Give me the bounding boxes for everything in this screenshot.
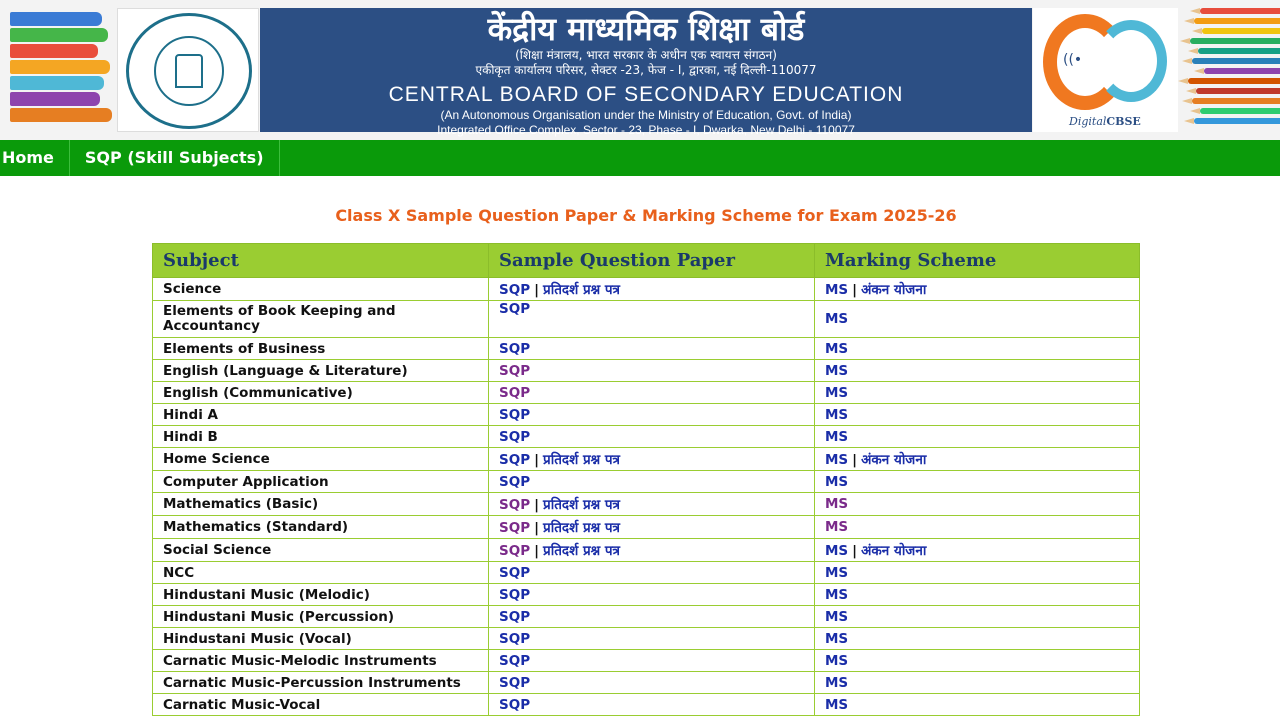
subject-cell: English (Language & Literature) — [153, 360, 489, 382]
header-banner — [0, 0, 1280, 140]
sqp-cell — [489, 694, 815, 716]
subject-cell: Elements of Book Keeping and Accountancy — [153, 301, 489, 338]
table-row — [153, 404, 1140, 426]
ms-link[interactable]: MS — [825, 586, 849, 603]
link-separator: | — [534, 520, 540, 536]
header-title-panel — [260, 8, 1032, 137]
subject-cell: Science — [153, 278, 489, 301]
sqp-cell — [489, 650, 815, 672]
table-row — [153, 606, 1140, 628]
ms-hindi-link[interactable]: अंकन योजना — [861, 452, 927, 468]
table-row — [153, 672, 1140, 694]
table-row — [153, 539, 1140, 562]
ms-cell — [815, 471, 1140, 493]
ms-cell — [815, 493, 1140, 516]
table-row — [153, 516, 1140, 539]
sqp-cell — [489, 471, 815, 493]
sqp-link[interactable]: SQP — [499, 520, 531, 536]
sqp-link[interactable]: SQP — [499, 608, 531, 625]
ms-link[interactable]: MS — [825, 428, 849, 445]
sqp-link[interactable]: SQP — [499, 564, 531, 581]
sqp-link[interactable]: SQP — [499, 497, 531, 513]
ms-cell — [815, 628, 1140, 650]
subject-cell: Home Science — [153, 448, 489, 471]
sqp-cell — [489, 382, 815, 404]
table-row — [153, 382, 1140, 404]
table-row — [153, 278, 1140, 301]
sqp-cell — [489, 606, 815, 628]
ms-link[interactable]: MS — [825, 519, 849, 535]
table-row — [153, 628, 1140, 650]
sqp-hindi-link[interactable]: प्रतिदर्श प्रश्न पत्र — [543, 282, 620, 298]
link-separator: | — [534, 452, 540, 468]
ms-cell — [815, 650, 1140, 672]
sqp-table — [152, 243, 1140, 716]
ms-link[interactable]: MS — [825, 652, 849, 669]
sqp-cell — [489, 672, 815, 694]
link-separator: | — [852, 282, 858, 298]
ms-link[interactable]: MS — [825, 496, 849, 512]
ms-link[interactable]: MS — [825, 543, 849, 559]
ms-link[interactable]: MS — [825, 406, 849, 423]
table-row — [153, 650, 1140, 672]
ms-cell — [815, 426, 1140, 448]
sqp-link[interactable]: SQP — [499, 630, 531, 647]
table-row — [153, 694, 1140, 716]
digital-cbse-label: DigitalCBSE — [1069, 115, 1141, 128]
ms-link[interactable]: MS — [825, 340, 849, 357]
ms-hindi-link[interactable]: अंकन योजना — [861, 543, 927, 559]
ms-cell — [815, 301, 1140, 338]
ms-hindi-link[interactable]: अंकन योजना — [861, 282, 927, 298]
ms-cell — [815, 382, 1140, 404]
sqp-link[interactable]: SQP — [499, 384, 531, 401]
ms-link[interactable]: MS — [825, 473, 849, 490]
sqp-cell — [489, 493, 815, 516]
sqp-link[interactable]: SQP — [499, 696, 531, 713]
sqp-link[interactable]: SQP — [499, 301, 531, 317]
sqp-link[interactable]: SQP — [499, 362, 531, 379]
hindi-address: एकीकृत कार्यालय परिसर, सेक्टर -23, फेज - I, द्वारका, नई दिल्ली-110077 — [475, 63, 817, 77]
sqp-cell — [489, 562, 815, 584]
subject-cell: English (Communicative) — [153, 382, 489, 404]
link-separator: | — [534, 497, 540, 513]
ms-cell — [815, 584, 1140, 606]
sqp-link[interactable]: SQP — [499, 340, 531, 357]
english-address: Integrated Office Complex, Sector - 23, Phase - I, Dwarka, New Delhi - 110077 — [437, 123, 855, 137]
table-row — [153, 471, 1140, 493]
english-subtitle: (An Autonomous Organisation under the Ministry of Education, Govt. of India) — [440, 108, 852, 122]
sqp-hindi-link[interactable]: प्रतिदर्श प्रश्न पत्र — [543, 520, 620, 536]
header-sqp: Sample Question Paper — [489, 244, 815, 278]
table-row — [153, 493, 1140, 516]
table-row — [153, 448, 1140, 471]
ms-cell — [815, 539, 1140, 562]
ms-link[interactable]: MS — [825, 282, 849, 298]
sqp-cell — [489, 360, 815, 382]
sqp-link[interactable]: SQP — [499, 674, 531, 691]
subject-cell: Computer Application — [153, 471, 489, 493]
link-separator: | — [852, 543, 858, 559]
ms-link[interactable]: MS — [825, 311, 849, 327]
digital-cbse-logo[interactable] — [1033, 8, 1178, 132]
hindi-title: केंद्रीय माध्यमिक शिक्षा बोर्ड — [487, 10, 805, 48]
link-separator: | — [852, 452, 858, 468]
sqp-cell — [489, 628, 815, 650]
sqp-cell — [489, 338, 815, 360]
sqp-cell — [489, 448, 815, 471]
page-title: Class X Sample Question Paper & Marking Scheme for Exam 2025-26 — [335, 206, 957, 225]
sqp-cell — [489, 278, 815, 301]
subject-cell: Hindi B — [153, 426, 489, 448]
subject-cell: Carnatic Music-Vocal — [153, 694, 489, 716]
seal-emblem — [126, 13, 252, 129]
sqp-cell — [489, 539, 815, 562]
ms-link[interactable]: MS — [825, 362, 849, 379]
subject-cell: Carnatic Music-Melodic Instruments — [153, 650, 489, 672]
wifi-icon: ((• — [1063, 52, 1083, 68]
link-separator: | — [534, 282, 540, 298]
main-nav — [0, 140, 1280, 176]
table-row — [153, 562, 1140, 584]
ms-link[interactable]: MS — [825, 384, 849, 401]
sqp-cell — [489, 426, 815, 448]
subject-cell: Hindi A — [153, 404, 489, 426]
english-title: CENTRAL BOARD OF SECONDARY EDUCATION — [388, 83, 904, 106]
ms-link[interactable]: MS — [825, 608, 849, 625]
subject-cell: NCC — [153, 562, 489, 584]
subject-cell: Carnatic Music-Percussion Instruments — [153, 672, 489, 694]
ms-cell — [815, 448, 1140, 471]
sqp-link[interactable]: SQP — [499, 473, 531, 490]
header-ms: Marking Scheme — [815, 244, 1140, 278]
link-separator: | — [534, 543, 540, 559]
sqp-cell — [489, 301, 815, 338]
sqp-hindi-link[interactable]: प्रतिदर्श प्रश्न पत्र — [543, 543, 620, 559]
sqp-link[interactable]: SQP — [499, 282, 531, 298]
ms-cell — [815, 516, 1140, 539]
sqp-link[interactable]: SQP — [499, 452, 531, 468]
header-subject: Subject — [153, 244, 489, 278]
sqp-cell — [489, 404, 815, 426]
cbse-seal-logo[interactable] — [117, 8, 259, 132]
table-row — [153, 426, 1140, 448]
table-header-row — [153, 244, 1140, 278]
hindi-subtitle: (शिक्षा मंत्रालय, भारत सरकार के अधीन एक स्वायत्त संगठन) — [515, 48, 777, 62]
ms-cell — [815, 404, 1140, 426]
sqp-cell — [489, 584, 815, 606]
sqp-link[interactable]: SQP — [499, 406, 531, 423]
ms-link[interactable]: MS — [825, 452, 849, 468]
subject-cell: Hindustani Music (Percussion) — [153, 606, 489, 628]
nav-home[interactable]: Home — [0, 140, 70, 176]
ms-cell — [815, 694, 1140, 716]
ms-cell — [815, 338, 1140, 360]
sqp-link[interactable]: SQP — [499, 428, 531, 445]
ms-link[interactable]: MS — [825, 674, 849, 691]
subject-cell: Hindustani Music (Melodic) — [153, 584, 489, 606]
ms-cell — [815, 672, 1140, 694]
ms-link[interactable]: MS — [825, 630, 849, 647]
subject-cell: Social Science — [153, 539, 489, 562]
ms-cell — [815, 278, 1140, 301]
sqp-link[interactable]: SQP — [499, 543, 531, 559]
subject-cell: Mathematics (Basic) — [153, 493, 489, 516]
table-row — [153, 584, 1140, 606]
nav-sqp-skill-subjects[interactable]: SQP (Skill Subjects) — [70, 140, 280, 176]
sqp-hindi-link[interactable]: प्रतिदर्श प्रश्न पत्र — [543, 452, 620, 468]
ms-cell — [815, 562, 1140, 584]
subject-cell: Elements of Business — [153, 338, 489, 360]
ms-link[interactable]: MS — [825, 696, 849, 713]
sqp-hindi-link[interactable]: प्रतिदर्श प्रश्न पत्र — [543, 497, 620, 513]
sqp-link[interactable]: SQP — [499, 586, 531, 603]
sqp-cell — [489, 516, 815, 539]
table-row — [153, 301, 1140, 338]
pencils-decoration — [1180, 4, 1280, 134]
ms-cell — [815, 606, 1140, 628]
table-row — [153, 338, 1140, 360]
subject-cell: Hindustani Music (Vocal) — [153, 628, 489, 650]
books-decoration — [10, 10, 115, 135]
subject-cell: Mathematics (Standard) — [153, 516, 489, 539]
sqp-link[interactable]: SQP — [499, 652, 531, 669]
ms-cell — [815, 360, 1140, 382]
ms-link[interactable]: MS — [825, 564, 849, 581]
table-row — [153, 360, 1140, 382]
